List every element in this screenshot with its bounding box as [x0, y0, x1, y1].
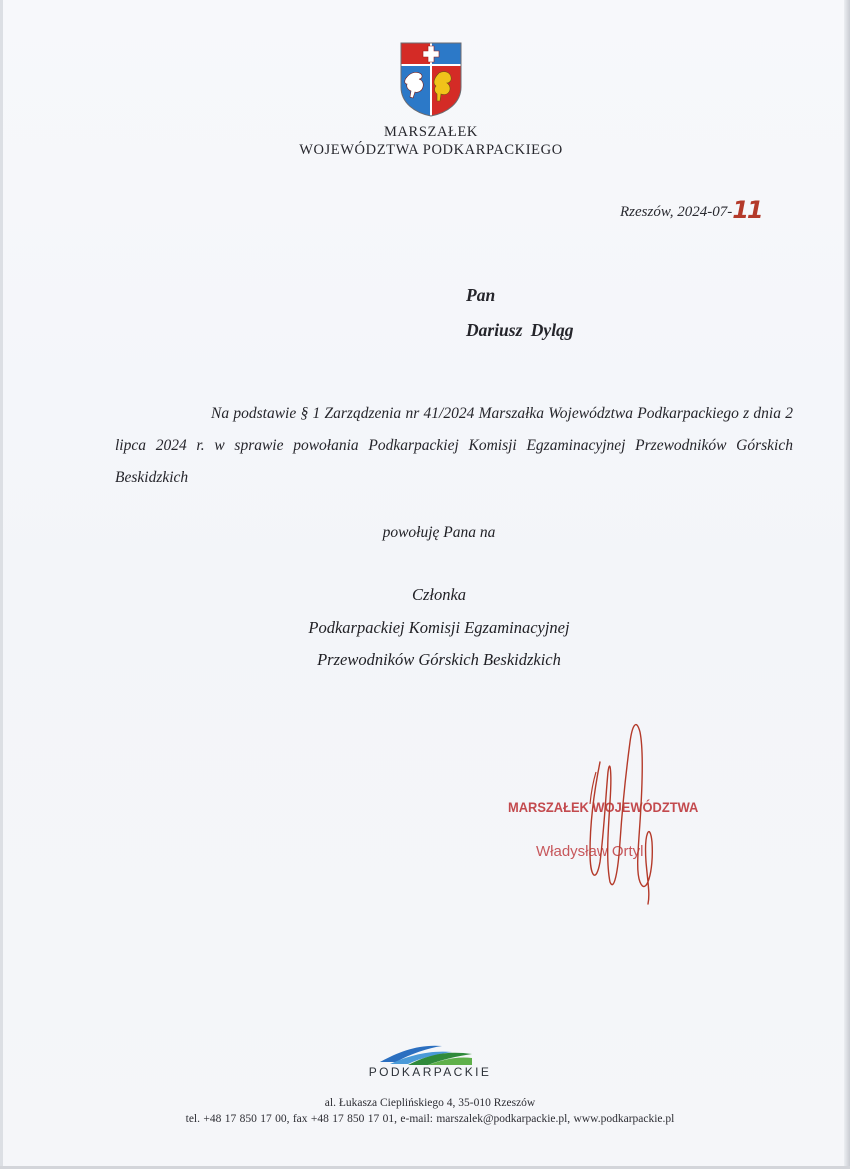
stamp-name: Władysław Ortyl	[536, 843, 644, 860]
date-prefix: Rzeszów, 2024-07-	[620, 204, 733, 220]
footer-brand: PODKARPACKIE	[368, 1065, 492, 1079]
coat-of-arms-icon	[399, 41, 463, 117]
recipient-salutation: Pan	[466, 285, 496, 305]
appointment-text: powołuję Pana na	[382, 524, 496, 541]
date-line	[620, 194, 762, 222]
recipient-name: Dariusz Dyląg	[466, 320, 574, 340]
role-line1: Członka	[411, 585, 467, 604]
stamp-title: MARSZAŁEK WOJEWÓDZTWA	[508, 799, 699, 815]
handwritten-signature	[560, 712, 670, 912]
footer-address: al. Łukasza Cieplińskiego 4, 35-010 Rzeszów	[324, 1097, 536, 1109]
footer-contact: tel. +48 17 850 17 00, fax +48 17 850 17 01, e-mail: marszalek@podkarpackie.pl, www.podkarpackie.pl	[185, 1113, 675, 1125]
office-title-line1: MARSZAŁEK	[383, 124, 478, 140]
body-paragraph: Na podstawie § 1 Zarządzenia nr 41/2024 Marszałka Województwa Podkarpackiego z dnia 2 lipca 2024 r. w sprawie powołania Podkarpackiej Komisji Egzaminacyjnej Przewodników Górskich Beskidzkich	[115, 405, 793, 486]
podkarpackie-logo-icon	[378, 1040, 474, 1066]
role-line2: Podkarpackiej Komisji Egzaminacyjnej	[308, 618, 570, 637]
role-line3: Przewodników Górskich Beskidzkich	[317, 650, 561, 669]
office-title-line2: WOJEWÓDZTWA PODKARPACKIEGO	[299, 142, 563, 158]
date-day-handwritten: 11	[732, 196, 762, 224]
